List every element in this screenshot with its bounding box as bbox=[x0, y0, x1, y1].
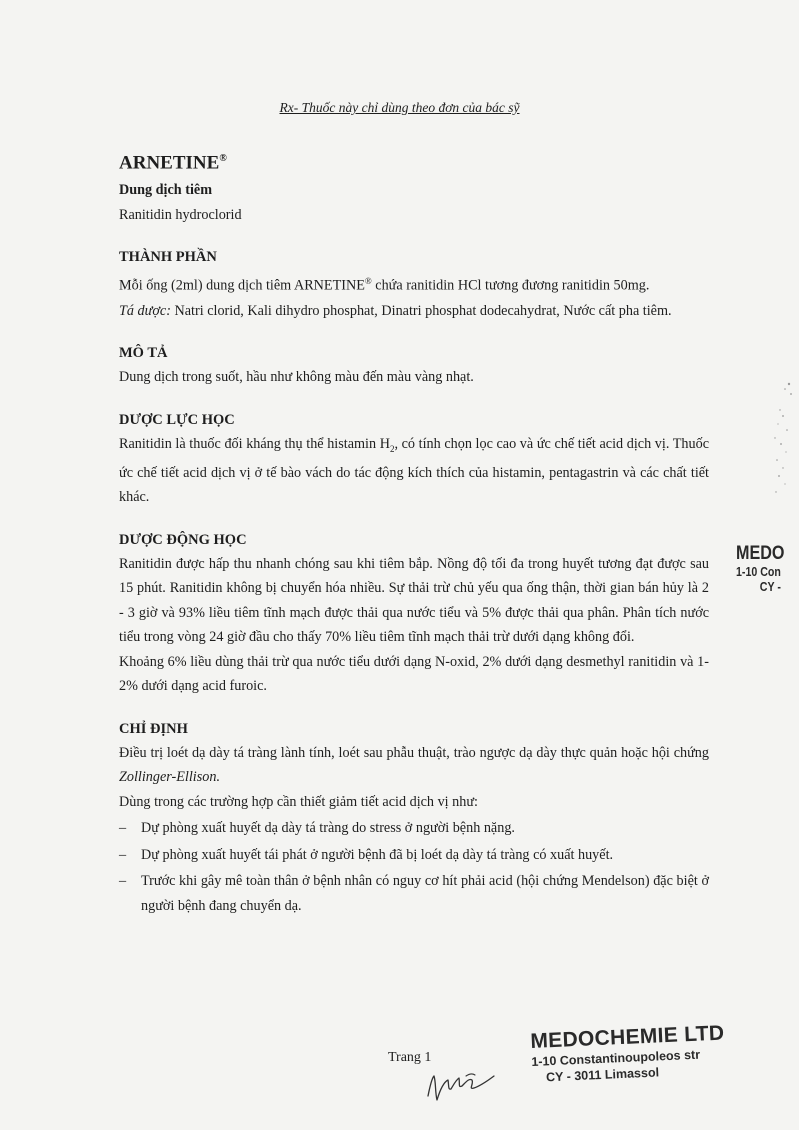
pharmacodynamics-text bbox=[119, 432, 709, 510]
company-stamp bbox=[530, 1021, 732, 1086]
list-item-text: Dự phòng xuất huyết tái phát ở người bệnh đã bị loét dạ dày tá tràng có xuất huyết. bbox=[141, 846, 614, 863]
composition-text-b: chứa ranitidin HCl tương đương ranitidin 50mg. bbox=[371, 278, 650, 295]
dash-bullet: – bbox=[119, 846, 127, 863]
indications-para1-a: Điều trị loét dạ dày tá tràng lành tính, loét sau phẫu thuật, trào ngược dạ dày thực quản hoặc hội chứng bbox=[119, 744, 709, 761]
pharmacokinetics-heading: DƯỢC ĐỘNG HỌC bbox=[119, 531, 247, 548]
product-name-text: ARNETINE bbox=[119, 152, 220, 174]
indications-heading: CHỈ ĐỊNH bbox=[119, 720, 188, 737]
pharmacodynamics-text-b: , có tính chọn lọc cao và ức chế tiết acid dịch vị. Thuốc ức chế tiết acid dịch vị ở tế bào vách do tác động kích thích của histamin, pentagastrin và các chất tiết khác. bbox=[119, 435, 709, 506]
side-stamp-line1: MEDO bbox=[736, 543, 785, 564]
registered-mark: ® bbox=[219, 153, 227, 164]
dosage-form: Dung dịch tiêm bbox=[119, 182, 213, 199]
pharmacodynamics-heading: DƯỢC LỰC HỌC bbox=[119, 411, 235, 428]
pharmacokinetics-para2: Khoảng 6% liều dùng thải trừ qua nước tiểu dưới dạng N-oxid, 2% dưới dạng desmethyl ranitidin và 1-2% dưới dạng acid furoic. bbox=[119, 653, 709, 695]
description-text: Dung dịch trong suốt, hầu như không màu đến màu vàng nhạt. bbox=[119, 369, 474, 386]
composition-heading: THÀNH PHẦN bbox=[119, 249, 217, 266]
side-stamp-line3: CY - bbox=[759, 580, 781, 594]
composition-text-a: Mỗi ống (2ml) dung dịch tiêm ARNETINE bbox=[119, 278, 365, 295]
active-substance: Ranitidin hydroclorid bbox=[119, 206, 242, 223]
indications-para1 bbox=[119, 741, 709, 790]
dash-bullet: – bbox=[119, 820, 127, 837]
description-heading: MÔ TẢ bbox=[119, 345, 168, 362]
list-item-text: Dự phòng xuất huyết dạ dày tá tràng do stress ở người bệnh nặng. bbox=[141, 820, 515, 837]
document-body bbox=[119, 146, 709, 918]
company-stamp-city: CY - 3011 Limassol bbox=[545, 1065, 660, 1085]
excipients-text bbox=[119, 299, 709, 324]
side-stamp-line2: 1-10 Con bbox=[736, 565, 781, 579]
list-item bbox=[119, 816, 709, 841]
composition-reg-mark: ® bbox=[364, 276, 372, 287]
side-stamp bbox=[736, 543, 799, 595]
company-stamp-address: 1-10 Constantinoupoleos str bbox=[531, 1047, 701, 1069]
zollinger-ellison-term: Zollinger-Ellison. bbox=[119, 769, 221, 786]
scan-noise-marks bbox=[765, 380, 799, 500]
indications-para2: Dùng trong các trường hợp cần thiết giảm tiết acid dịch vị như: bbox=[119, 793, 478, 810]
excipients-list: Natri clorid, Kali dihydro phosphat, Dinatri phosphat dodecahydrat, Nước cất pha tiêm. bbox=[170, 302, 672, 319]
company-stamp-name: MEDOCHEMIE LTD bbox=[530, 1021, 725, 1053]
pharmacodynamics-text-a: Ranitidin là thuốc đối kháng thụ thể histamin H bbox=[119, 435, 390, 452]
list-item-text: Trước khi gây mê toàn thân ở bệnh nhân có nguy cơ hít phải acid (hội chứng Mendelson) đặc biệt ở người bệnh đang chuyển dạ. bbox=[141, 873, 709, 914]
prescription-notice: Rx- Thuốc này chỉ dùng theo đơn của bác sỹ bbox=[279, 100, 520, 115]
pharmacokinetics-para1: Ranitidin được hấp thu nhanh chóng sau khi tiêm bắp. Nồng độ tối đa trong huyết tương đạt được sau 15 phút. Ranitidin không bị chuyển hóa nhiều. Sự thải trừ chủ yếu qua ống thận, thời gian bán hủy là 2 - 3 giờ và 93% liều tiêm tĩnh mạch được thải qua nước tiểu và 5% được thải qua phân. Phân tích nước tiểu trong vòng 24 giờ đầu cho thấy 70% liều tiêm tĩnh mạch thải trừ dưới dạng không đổi. bbox=[119, 555, 709, 646]
indications-list bbox=[119, 816, 709, 918]
product-name bbox=[119, 146, 709, 176]
dash-bullet: – bbox=[119, 873, 127, 890]
list-item bbox=[119, 869, 709, 918]
list-item bbox=[119, 843, 709, 868]
page-number: Trang 1 bbox=[388, 1050, 432, 1065]
handwritten-signature bbox=[422, 1056, 502, 1111]
composition-text bbox=[119, 269, 709, 298]
excipients-label: Tá dược: bbox=[119, 302, 171, 319]
h2-subscript: 2 bbox=[389, 443, 395, 454]
